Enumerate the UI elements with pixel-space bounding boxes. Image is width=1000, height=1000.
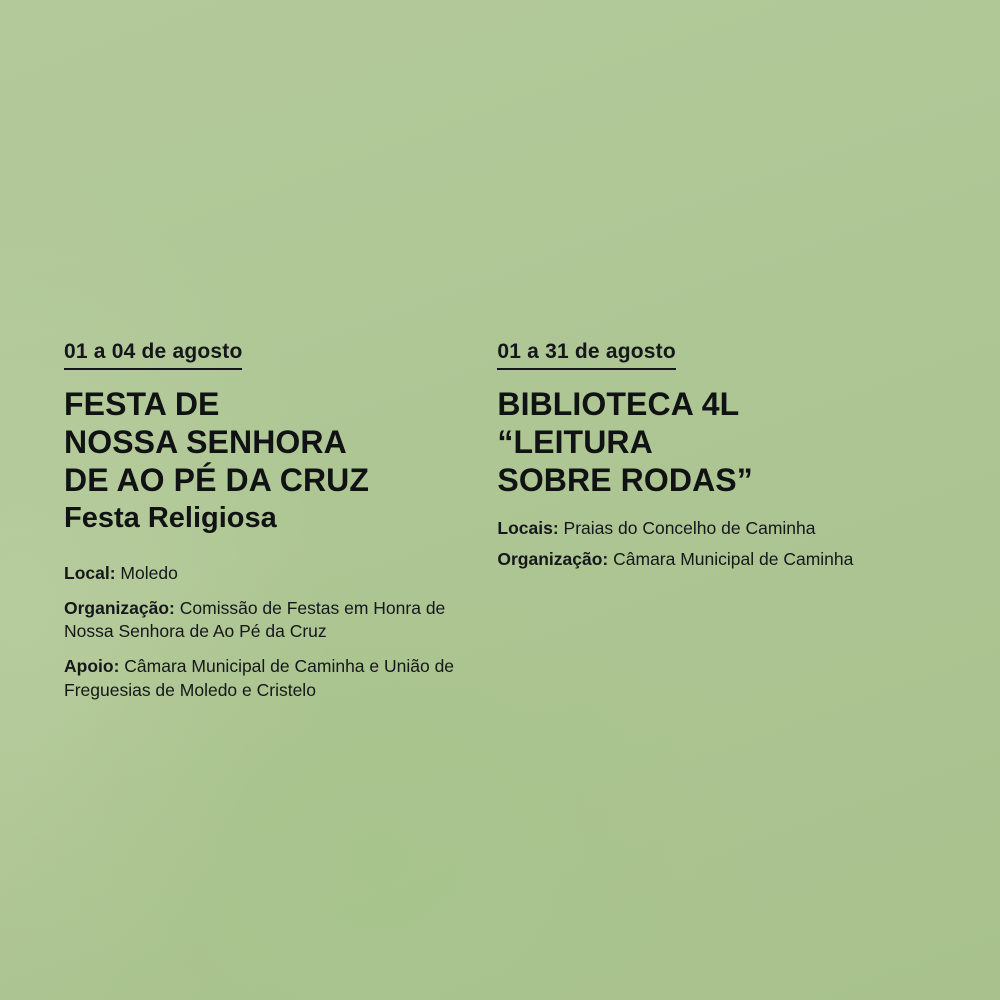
detail-value: Praias do Concelho de Caminha — [563, 518, 816, 539]
event-title — [64, 386, 497, 499]
detail-locais — [497, 517, 950, 540]
events-columns — [64, 340, 950, 714]
detail-label: Local: — [64, 563, 116, 584]
detail-local — [64, 562, 497, 585]
detail-label: Organização: — [64, 598, 175, 619]
event-card-biblioteca-4l — [497, 340, 950, 714]
event-details — [64, 562, 497, 701]
detail-value: Comissão de Festas em Honra de Nossa Senhora de Ao Pé da Cruz — [64, 598, 446, 642]
detail-label: Apoio: — [64, 656, 120, 677]
event-title — [497, 386, 950, 499]
event-title-line: “LEITURA — [497, 423, 653, 460]
event-date: 01 a 04 de agosto — [64, 340, 242, 370]
detail-value: Moledo — [120, 563, 178, 584]
detail-value: Câmara Municipal de Caminha e União de Freguesias de Moledo e Cristelo — [64, 656, 455, 700]
detail-organizacao — [497, 548, 950, 571]
event-title-line: SOBRE RODAS” — [497, 461, 753, 498]
event-title-line: BIBLIOTECA 4L — [497, 386, 740, 423]
event-subtitle: Festa Religiosa — [64, 502, 277, 535]
detail-apoio — [64, 655, 497, 701]
event-title-line: NOSSA SENHORA — [64, 423, 347, 460]
event-date: 01 a 31 de agosto — [497, 340, 675, 370]
detail-label: Organização: — [497, 549, 609, 570]
detail-label: Locais: — [497, 518, 559, 539]
detail-value: Câmara Municipal de Caminha — [613, 549, 854, 570]
detail-organizacao — [64, 597, 497, 643]
event-card-festa-de-nossa-senhora — [64, 340, 497, 714]
event-details — [497, 517, 950, 571]
event-title-line: DE AO PÉ DA CRUZ — [64, 461, 370, 498]
event-title-line: FESTA DE — [64, 386, 220, 423]
